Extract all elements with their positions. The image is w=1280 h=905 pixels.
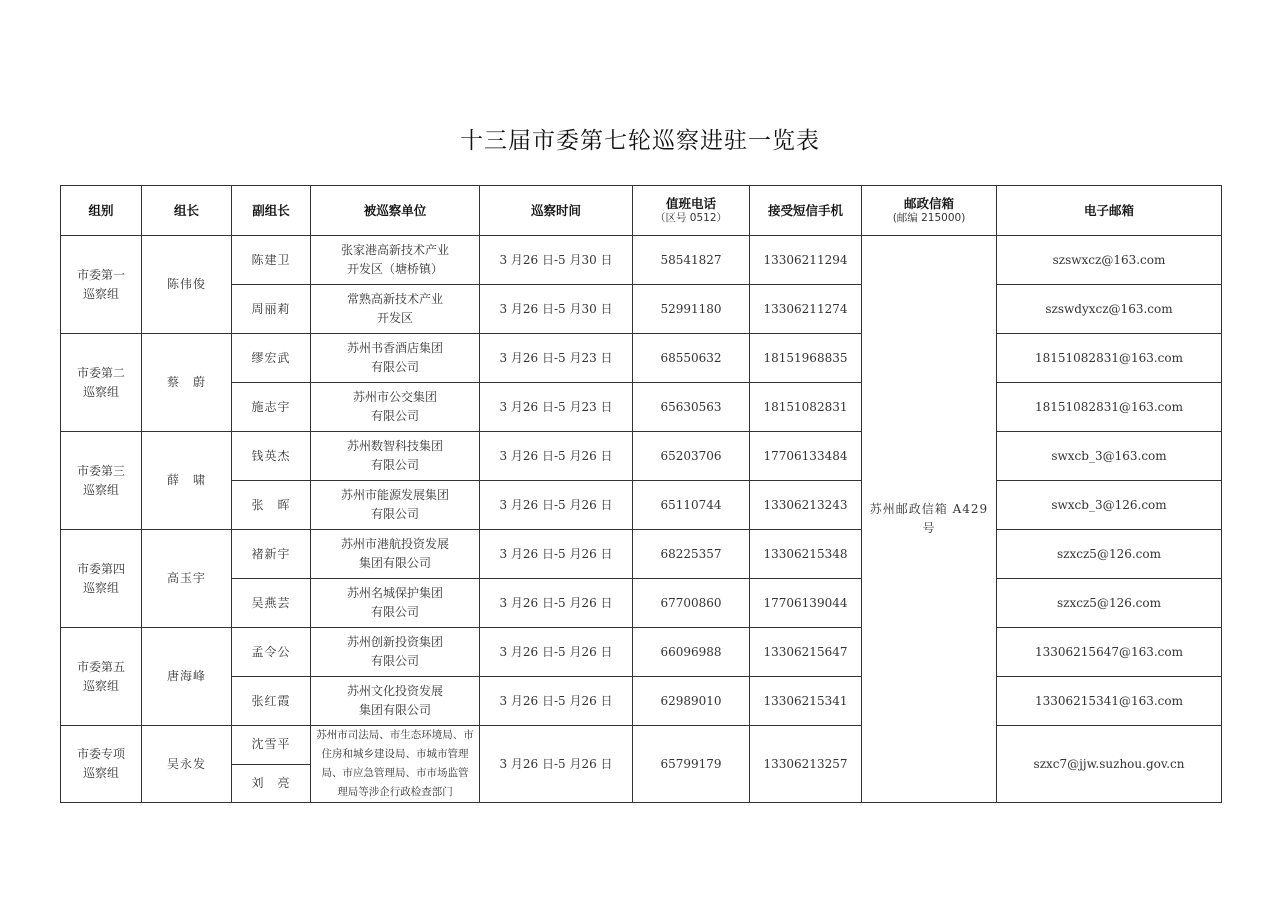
header-postbox-label: 邮政信箱	[903, 195, 954, 211]
email-cell: swxcb_3@126.com	[997, 481, 1222, 530]
table-row	[61, 530, 1222, 579]
deputy-cell: 张红霞	[232, 677, 311, 726]
sms-cell: 13306213243	[750, 481, 862, 530]
email-cell: szxcz5@126.com	[997, 579, 1222, 628]
table-row	[61, 383, 1222, 432]
deputy-cell: 沈雪平	[232, 726, 311, 765]
group-cell: 市委专项 巡察组	[61, 726, 142, 803]
table-row	[61, 481, 1222, 530]
email-cell: 13306215647@163.com	[997, 628, 1222, 677]
header-time: 巡察时间	[480, 186, 633, 236]
phone-cell: 52991180	[633, 285, 750, 334]
group-cell: 市委第二 巡察组	[61, 334, 142, 432]
time-cell: 3 月26 日-5 月26 日	[480, 677, 633, 726]
unit-cell: 苏州市港航投资发展 集团有限公司	[311, 530, 480, 579]
leader-cell: 陈伟俊	[142, 236, 232, 334]
time-cell: 3 月26 日-5 月30 日	[480, 285, 633, 334]
deputy-cell: 张 晖	[232, 481, 311, 530]
phone-cell: 68550632	[633, 334, 750, 383]
email-cell: 18151082831@163.com	[997, 334, 1222, 383]
header-postbox-sub: (邮编 215000)	[892, 211, 966, 224]
header-phone	[633, 186, 750, 236]
email-cell: szxcz5@126.com	[997, 530, 1222, 579]
deputy-cell: 缪宏武	[232, 334, 311, 383]
postbox-cell: 苏州邮政信箱 A429 号	[862, 236, 997, 803]
header-phone-label: 值班电话	[665, 195, 716, 211]
sms-cell: 18151968835	[750, 334, 862, 383]
deputy-cell: 钱英杰	[232, 432, 311, 481]
email-cell: 13306215341@163.com	[997, 677, 1222, 726]
time-cell: 3 月26 日-5 月26 日	[480, 530, 633, 579]
group-cell: 市委第三 巡察组	[61, 432, 142, 530]
time-cell: 3 月26 日-5 月23 日	[480, 383, 633, 432]
deputy-cell: 褚新宇	[232, 530, 311, 579]
time-cell: 3 月26 日-5 月26 日	[480, 628, 633, 677]
table-row	[61, 726, 1222, 765]
sms-cell: 13306215348	[750, 530, 862, 579]
email-cell: 18151082831@163.com	[997, 383, 1222, 432]
phone-cell: 65630563	[633, 383, 750, 432]
table-row	[61, 677, 1222, 726]
sms-cell: 13306213257	[750, 726, 862, 803]
phone-cell: 65110744	[633, 481, 750, 530]
phone-cell: 67700860	[633, 579, 750, 628]
deputy-cell: 刘 亮	[232, 764, 311, 803]
header-sms: 接受短信手机	[750, 186, 862, 236]
sms-cell: 18151082831	[750, 383, 862, 432]
email-cell: szswxcz@163.com	[997, 236, 1222, 285]
deputy-cell: 吴燕芸	[232, 579, 311, 628]
phone-cell: 58541827	[633, 236, 750, 285]
sms-cell: 13306215647	[750, 628, 862, 677]
table-row	[61, 236, 1222, 285]
group-cell: 市委第五 巡察组	[61, 628, 142, 726]
sms-cell: 13306215341	[750, 677, 862, 726]
unit-cell: 张家港高新技术产业 开发区（塘桥镇）	[311, 236, 480, 285]
group-cell: 市委第四 巡察组	[61, 530, 142, 628]
page-title: 十三届市委第七轮巡察进驻一览表	[460, 128, 820, 154]
table-row	[61, 334, 1222, 383]
table-row	[61, 628, 1222, 677]
header-unit: 被巡察单位	[311, 186, 480, 236]
unit-cell: 苏州市公交集团 有限公司	[311, 383, 480, 432]
email-cell: swxcb_3@163.com	[997, 432, 1222, 481]
deputy-cell: 周丽莉	[232, 285, 311, 334]
sms-cell: 17706133484	[750, 432, 862, 481]
phone-cell: 65799179	[633, 726, 750, 803]
group-cell: 市委第一 巡察组	[61, 236, 142, 334]
unit-cell: 苏州市能源发展集团 有限公司	[311, 481, 480, 530]
table-row	[61, 285, 1222, 334]
unit-cell: 苏州数智科技集团 有限公司	[311, 432, 480, 481]
unit-cell: 苏州文化投资发展 集团有限公司	[311, 677, 480, 726]
deputy-cell: 施志宇	[232, 383, 311, 432]
unit-cell: 苏州书香酒店集团 有限公司	[311, 334, 480, 383]
time-cell: 3 月26 日-5 月26 日	[480, 726, 633, 803]
header-email: 电子邮箱	[997, 186, 1222, 236]
deputy-cell: 孟令公	[232, 628, 311, 677]
leader-cell: 吴永发	[142, 726, 232, 803]
header-postbox	[862, 186, 997, 236]
deputy-cell: 陈建卫	[232, 236, 311, 285]
phone-cell: 68225357	[633, 530, 750, 579]
time-cell: 3 月26 日-5 月26 日	[480, 481, 633, 530]
header-group: 组别	[61, 186, 142, 236]
time-cell: 3 月26 日-5 月26 日	[480, 579, 633, 628]
unit-cell: 苏州名城保护集团 有限公司	[311, 579, 480, 628]
leader-cell: 薛 啸	[142, 432, 232, 530]
phone-cell: 62989010	[633, 677, 750, 726]
sms-cell: 13306211274	[750, 285, 862, 334]
table-row	[61, 579, 1222, 628]
email-cell: szxc7@jjw.suzhou.gov.cn	[997, 726, 1222, 803]
sms-cell: 13306211294	[750, 236, 862, 285]
sms-cell: 17706139044	[750, 579, 862, 628]
unit-cell: 苏州创新投资集团 有限公司	[311, 628, 480, 677]
table-header-row	[61, 186, 1222, 236]
header-leader: 组长	[142, 186, 232, 236]
leader-cell: 高玉宇	[142, 530, 232, 628]
phone-cell: 65203706	[633, 432, 750, 481]
inspection-table	[60, 185, 1222, 803]
header-phone-sub: （区号 0512）	[654, 211, 728, 224]
table-row	[61, 432, 1222, 481]
time-cell: 3 月26 日-5 月26 日	[480, 432, 633, 481]
unit-cell: 常熟高新技术产业 开发区	[311, 285, 480, 334]
time-cell: 3 月26 日-5 月23 日	[480, 334, 633, 383]
time-cell: 3 月26 日-5 月30 日	[480, 236, 633, 285]
phone-cell: 66096988	[633, 628, 750, 677]
header-deputy: 副组长	[232, 186, 311, 236]
unit-cell: 苏州市司法局、市生态环境局、市 住房和城乡建设局、市城市管理 局、市应急管理局、市市场监管 理局等涉企行政检查部门	[311, 726, 480, 803]
email-cell: szswdyxcz@163.com	[997, 285, 1222, 334]
leader-cell: 蔡 蔚	[142, 334, 232, 432]
leader-cell: 唐海峰	[142, 628, 232, 726]
